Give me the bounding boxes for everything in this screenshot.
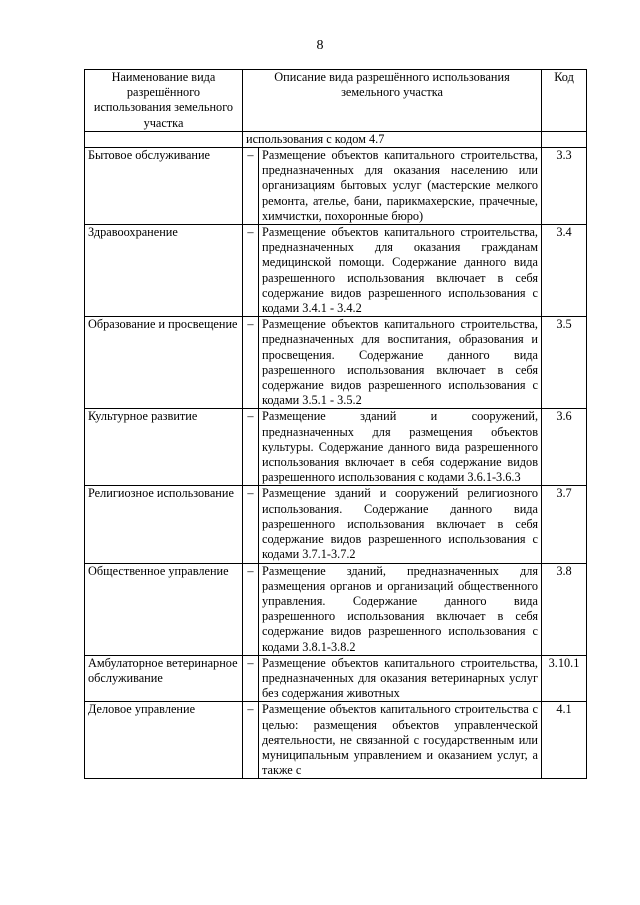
row-code: 3.3 (542, 148, 587, 225)
row-description: Размещение зданий и сооружений, предназначенных для размещения объектов культуры. Содержание данного вида разрешенного использования включает в себя содержание видов разрешенного использования с кодами 3.6.1-3.6.3 (259, 409, 542, 486)
row-description: Размещение объектов капитального строительства, предназначенных для оказания гражданам медицинской помощи. Содержание данного вида разрешенного использования включает в себя содержание видов разрешенного использования с кодами 3.4.1 - 3.4.2 (259, 225, 542, 317)
table-row (85, 563, 587, 655)
row-dash: – (243, 148, 259, 225)
row-name: Здравоохранение (85, 225, 243, 317)
row-code: 3.5 (542, 317, 587, 409)
row-name: Культурное развитие (85, 409, 243, 486)
header-description: Описание вида разрешённого использования земельного участка (243, 70, 542, 132)
row-dash: – (243, 702, 259, 779)
row-name: Общественное управление (85, 563, 243, 655)
table-row (85, 148, 587, 225)
table-row (85, 702, 587, 779)
row-dash: – (243, 317, 259, 409)
land-use-table (84, 69, 587, 779)
table-header-row (85, 70, 587, 132)
header-code: Код (542, 70, 587, 132)
row-description: Размещение зданий, предназначенных для размещения органов и организаций общественного управления. Содержание данного вида разрешенного использования включает в себя содержание видов разрешенного использования с кодами 3.8.1-3.8.2 (259, 563, 542, 655)
row-dash: – (243, 655, 259, 702)
page-number: 8 (316, 38, 324, 53)
row-dash: – (243, 225, 259, 317)
row-name: Образование и просвещение (85, 317, 243, 409)
row-description: Размещение объектов капитального строительства с целью: размещения объектов управленческой деятельности, не связанной с государственным или муниципальным управлением и оказанием услуг, а также с (259, 702, 542, 779)
table-row (85, 655, 587, 702)
continuation-row (85, 131, 587, 147)
row-description: Размещение объектов капитального строительства, предназначенных для оказания ветеринарных услуг без содержания животных (259, 655, 542, 702)
table-row (85, 486, 587, 563)
table-row (85, 317, 587, 409)
row-dash: – (243, 563, 259, 655)
row-code: 3.6 (542, 409, 587, 486)
row-code: 3.8 (542, 563, 587, 655)
row-name: Религиозное использование (85, 486, 243, 563)
table-row (85, 409, 587, 486)
continuation-text: использования с кодом 4.7 (243, 131, 542, 147)
row-dash: – (243, 409, 259, 486)
row-code: 3.4 (542, 225, 587, 317)
table-row (85, 225, 587, 317)
row-code: 3.7 (542, 486, 587, 563)
row-description: Размещение зданий и сооружений религиозного использования. Содержание данного вида разрешенного использования включает в себя содержание видов разрешенного использования с кодами 3.7.1-3.7.2 (259, 486, 542, 563)
row-name: Бытовое обслуживание (85, 148, 243, 225)
row-dash: – (243, 486, 259, 563)
row-description: Размещение объектов капитального строительства, предназначенных для оказания населению или организациям бытовых услуг (мастерские мелкого ремонта, ателье, бани, парикмахерские, прачечные, химчистки, похоронные бюро) (259, 148, 542, 225)
row-name: Деловое управление (85, 702, 243, 779)
row-description: Размещение объектов капитального строительства, предназначенных для воспитания, образования и просвещения. Содержание данного вида разрешенного использования включает в себя содержание видов разрешенного использования с кодами 3.5.1 - 3.5.2 (259, 317, 542, 409)
row-code: 4.1 (542, 702, 587, 779)
row-name: Амбулаторное ветеринарное обслуживание (85, 655, 243, 702)
row-code: 3.10.1 (542, 655, 587, 702)
header-name: Наименование вида разрешённого использования земельного участка (85, 70, 243, 132)
